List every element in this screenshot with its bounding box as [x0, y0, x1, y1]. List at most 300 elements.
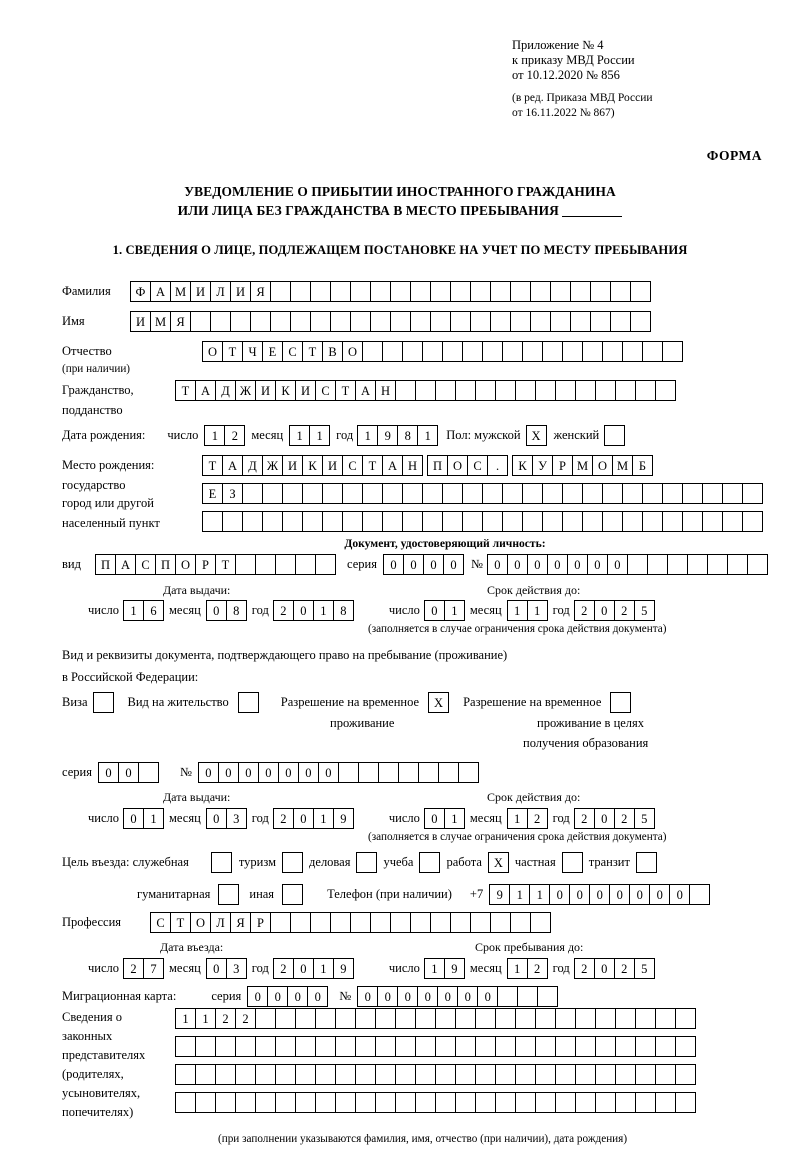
char-cell[interactable] — [590, 281, 611, 302]
char-cell[interactable] — [255, 1092, 276, 1113]
char-cell[interactable] — [355, 1092, 376, 1113]
char-cell[interactable]: Я — [250, 281, 271, 302]
char-cell[interactable] — [235, 1064, 256, 1085]
char-cell[interactable]: Я — [170, 311, 191, 332]
char-cell[interactable] — [510, 912, 531, 933]
char-cell[interactable]: 3 — [226, 808, 247, 829]
char-cell[interactable] — [342, 483, 363, 504]
char-cell[interactable]: С — [315, 380, 336, 401]
char-cell[interactable] — [378, 762, 399, 783]
char-cell[interactable] — [435, 1092, 456, 1113]
char-cell[interactable] — [362, 483, 383, 504]
char-cell[interactable] — [550, 281, 571, 302]
char-cell[interactable] — [630, 281, 651, 302]
char-cell[interactable] — [747, 554, 768, 575]
permit-series-input[interactable] — [98, 762, 158, 783]
char-cell[interactable]: 0 — [477, 986, 498, 1007]
char-cell[interactable]: 0 — [267, 986, 288, 1007]
char-cell[interactable]: . — [487, 455, 508, 476]
char-cell[interactable] — [295, 554, 316, 575]
char-cell[interactable] — [375, 1092, 396, 1113]
char-cell[interactable]: 5 — [634, 958, 655, 979]
char-cell[interactable]: 0 — [287, 986, 308, 1007]
char-cell[interactable] — [322, 483, 343, 504]
char-cell[interactable] — [702, 511, 723, 532]
char-cell[interactable] — [390, 311, 411, 332]
char-cell[interactable]: З — [222, 483, 243, 504]
char-cell[interactable] — [310, 311, 331, 332]
char-cell[interactable]: 2 — [614, 958, 635, 979]
char-cell[interactable] — [422, 341, 443, 362]
char-cell[interactable] — [582, 341, 603, 362]
char-cell[interactable] — [722, 511, 743, 532]
migration-series-input[interactable] — [247, 986, 327, 1007]
char-cell[interactable] — [590, 311, 611, 332]
char-cell[interactable] — [530, 912, 551, 933]
char-cell[interactable] — [322, 511, 343, 532]
char-cell[interactable] — [315, 1092, 336, 1113]
char-cell[interactable] — [435, 1036, 456, 1057]
char-cell[interactable] — [270, 281, 291, 302]
char-cell[interactable] — [470, 912, 491, 933]
char-cell[interactable] — [255, 1008, 276, 1029]
char-cell[interactable] — [350, 281, 371, 302]
char-cell[interactable]: Е — [202, 483, 223, 504]
char-cell[interactable] — [370, 281, 391, 302]
char-cell[interactable]: 2 — [614, 808, 635, 829]
char-cell[interactable]: О — [592, 455, 613, 476]
char-cell[interactable] — [202, 511, 223, 532]
char-cell[interactable]: 9 — [377, 425, 398, 446]
char-cell[interactable] — [262, 483, 283, 504]
char-cell[interactable] — [395, 1008, 416, 1029]
char-cell[interactable]: 0 — [457, 986, 478, 1007]
char-cell[interactable]: 0 — [487, 554, 508, 575]
char-cell[interactable]: 0 — [443, 554, 464, 575]
char-cell[interactable]: 0 — [383, 554, 404, 575]
char-cell[interactable]: Ж — [262, 455, 283, 476]
char-cell[interactable]: 0 — [424, 808, 445, 829]
char-cell[interactable] — [295, 1092, 316, 1113]
char-cell[interactable]: 1 — [313, 958, 334, 979]
legal-rep-input-line-4[interactable] — [175, 1092, 695, 1113]
char-cell[interactable] — [195, 1036, 216, 1057]
char-cell[interactable] — [435, 1008, 456, 1029]
char-cell[interactable] — [450, 281, 471, 302]
permit-issue-month-input[interactable] — [206, 808, 246, 829]
char-cell[interactable]: 1 — [143, 808, 164, 829]
char-cell[interactable] — [338, 762, 359, 783]
char-cell[interactable]: 0 — [569, 884, 590, 905]
char-cell[interactable] — [570, 281, 591, 302]
char-cell[interactable]: 0 — [293, 958, 314, 979]
char-cell[interactable]: 8 — [226, 600, 247, 621]
char-cell[interactable]: 0 — [589, 884, 610, 905]
permit-valid-month-input[interactable] — [507, 808, 547, 829]
char-cell[interactable] — [255, 554, 276, 575]
patronymic-input[interactable] — [202, 341, 682, 362]
char-cell[interactable]: О — [342, 341, 363, 362]
char-cell[interactable] — [370, 311, 391, 332]
char-cell[interactable] — [575, 1036, 596, 1057]
char-cell[interactable]: Т — [202, 455, 223, 476]
char-cell[interactable] — [682, 511, 703, 532]
char-cell[interactable] — [455, 1008, 476, 1029]
char-cell[interactable] — [275, 1008, 296, 1029]
char-cell[interactable] — [215, 1092, 236, 1113]
char-cell[interactable] — [642, 483, 663, 504]
char-cell[interactable]: С — [282, 341, 303, 362]
char-cell[interactable]: 0 — [594, 600, 615, 621]
char-cell[interactable] — [430, 912, 451, 933]
char-cell[interactable] — [222, 511, 243, 532]
char-cell[interactable] — [675, 1036, 696, 1057]
char-cell[interactable]: 1 — [204, 425, 225, 446]
char-cell[interactable] — [335, 1036, 356, 1057]
char-cell[interactable] — [330, 311, 351, 332]
doc-issue-year-input[interactable] — [273, 600, 353, 621]
birth-year-input[interactable] — [357, 425, 437, 446]
char-cell[interactable]: И — [190, 281, 211, 302]
char-cell[interactable]: М — [150, 311, 171, 332]
char-cell[interactable] — [727, 554, 748, 575]
char-cell[interactable] — [655, 1064, 676, 1085]
char-cell[interactable] — [722, 483, 743, 504]
char-cell[interactable]: 0 — [258, 762, 279, 783]
char-cell[interactable]: 2 — [123, 958, 144, 979]
char-cell[interactable] — [435, 1064, 456, 1085]
char-cell[interactable]: Ж — [235, 380, 256, 401]
char-cell[interactable] — [295, 1008, 316, 1029]
char-cell[interactable] — [535, 1008, 556, 1029]
char-cell[interactable] — [537, 986, 558, 1007]
char-cell[interactable] — [215, 1036, 236, 1057]
char-cell[interactable]: 9 — [444, 958, 465, 979]
char-cell[interactable]: 0 — [198, 762, 219, 783]
legal-rep-input-line-1[interactable] — [175, 1008, 695, 1029]
char-cell[interactable] — [335, 1008, 356, 1029]
char-cell[interactable]: А — [355, 380, 376, 401]
char-cell[interactable]: О — [447, 455, 468, 476]
char-cell[interactable] — [675, 1064, 696, 1085]
char-cell[interactable] — [375, 1064, 396, 1085]
char-cell[interactable]: 2 — [574, 808, 595, 829]
char-cell[interactable] — [595, 1064, 616, 1085]
char-cell[interactable] — [215, 1064, 236, 1085]
char-cell[interactable] — [415, 380, 436, 401]
char-cell[interactable] — [422, 511, 443, 532]
char-cell[interactable]: 0 — [437, 986, 458, 1007]
char-cell[interactable] — [390, 912, 411, 933]
char-cell[interactable]: Т — [335, 380, 356, 401]
char-cell[interactable]: М — [612, 455, 633, 476]
char-cell[interactable]: 0 — [206, 808, 227, 829]
char-cell[interactable] — [358, 762, 379, 783]
char-cell[interactable] — [495, 1008, 516, 1029]
char-cell[interactable] — [497, 986, 518, 1007]
char-cell[interactable] — [495, 1036, 516, 1057]
char-cell[interactable]: 1 — [123, 600, 144, 621]
permit-issue-day-input[interactable] — [123, 808, 163, 829]
char-cell[interactable] — [375, 1008, 396, 1029]
char-cell[interactable]: 0 — [278, 762, 299, 783]
char-cell[interactable]: 2 — [273, 600, 294, 621]
char-cell[interactable] — [310, 912, 331, 933]
char-cell[interactable]: 0 — [424, 600, 445, 621]
purpose-business-checkbox[interactable] — [356, 852, 377, 873]
char-cell[interactable] — [682, 483, 703, 504]
char-cell[interactable] — [275, 554, 296, 575]
char-cell[interactable] — [515, 1008, 536, 1029]
char-cell[interactable] — [562, 341, 583, 362]
char-cell[interactable] — [522, 483, 543, 504]
doc-valid-year-input[interactable] — [574, 600, 654, 621]
char-cell[interactable]: 8 — [333, 600, 354, 621]
char-cell[interactable]: Т — [170, 912, 191, 933]
char-cell[interactable]: Л — [210, 912, 231, 933]
char-cell[interactable]: 9 — [333, 808, 354, 829]
purpose-transit-checkbox[interactable] — [636, 852, 657, 873]
char-cell[interactable]: 2 — [574, 958, 595, 979]
char-cell[interactable]: 2 — [614, 600, 635, 621]
char-cell[interactable]: 0 — [423, 554, 444, 575]
char-cell[interactable]: Т — [215, 554, 236, 575]
char-cell[interactable] — [490, 912, 511, 933]
char-cell[interactable] — [522, 511, 543, 532]
char-cell[interactable] — [635, 380, 656, 401]
char-cell[interactable] — [707, 554, 728, 575]
char-cell[interactable] — [662, 483, 683, 504]
char-cell[interactable] — [610, 281, 631, 302]
char-cell[interactable] — [295, 1036, 316, 1057]
char-cell[interactable]: 1 — [507, 808, 528, 829]
char-cell[interactable]: 0 — [609, 884, 630, 905]
char-cell[interactable] — [402, 483, 423, 504]
char-cell[interactable] — [290, 281, 311, 302]
char-cell[interactable] — [355, 1036, 376, 1057]
char-cell[interactable] — [510, 281, 531, 302]
char-cell[interactable] — [462, 341, 483, 362]
char-cell[interactable] — [490, 311, 511, 332]
char-cell[interactable] — [395, 1092, 416, 1113]
char-cell[interactable] — [482, 341, 503, 362]
char-cell[interactable] — [415, 1008, 436, 1029]
char-cell[interactable] — [535, 1064, 556, 1085]
doc-number-input[interactable] — [487, 554, 767, 575]
char-cell[interactable]: 5 — [634, 600, 655, 621]
char-cell[interactable] — [655, 1008, 676, 1029]
char-cell[interactable] — [530, 311, 551, 332]
char-cell[interactable] — [418, 762, 439, 783]
char-cell[interactable]: Л — [210, 281, 231, 302]
char-cell[interactable]: 0 — [118, 762, 139, 783]
char-cell[interactable] — [415, 1064, 436, 1085]
char-cell[interactable]: 1 — [444, 600, 465, 621]
char-cell[interactable] — [515, 1092, 536, 1113]
char-cell[interactable] — [742, 483, 763, 504]
char-cell[interactable]: 0 — [293, 808, 314, 829]
purpose-humanitarian-checkbox[interactable] — [218, 884, 239, 905]
sex-female-checkbox[interactable] — [604, 425, 625, 446]
char-cell[interactable]: Д — [215, 380, 236, 401]
char-cell[interactable] — [542, 341, 563, 362]
char-cell[interactable] — [430, 281, 451, 302]
char-cell[interactable]: 0 — [293, 600, 314, 621]
char-cell[interactable] — [595, 380, 616, 401]
char-cell[interactable] — [270, 912, 291, 933]
char-cell[interactable]: 8 — [397, 425, 418, 446]
char-cell[interactable] — [742, 511, 763, 532]
entry-day-input[interactable] — [123, 958, 163, 979]
char-cell[interactable] — [398, 762, 419, 783]
char-cell[interactable] — [210, 311, 231, 332]
char-cell[interactable] — [295, 1064, 316, 1085]
char-cell[interactable] — [390, 281, 411, 302]
char-cell[interactable]: 2 — [574, 600, 595, 621]
char-cell[interactable] — [475, 1064, 496, 1085]
doc-series-input[interactable] — [383, 554, 463, 575]
citizenship-input[interactable] — [175, 380, 675, 401]
char-cell[interactable]: 0 — [629, 884, 650, 905]
char-cell[interactable]: 2 — [527, 808, 548, 829]
char-cell[interactable] — [622, 341, 643, 362]
char-cell[interactable] — [335, 1064, 356, 1085]
stay-year-input[interactable] — [574, 958, 654, 979]
char-cell[interactable]: 0 — [507, 554, 528, 575]
char-cell[interactable] — [395, 1064, 416, 1085]
char-cell[interactable]: Р — [195, 554, 216, 575]
char-cell[interactable]: П — [95, 554, 116, 575]
char-cell[interactable] — [190, 311, 211, 332]
char-cell[interactable]: Т — [362, 455, 383, 476]
char-cell[interactable] — [635, 1008, 656, 1029]
char-cell[interactable] — [395, 1036, 416, 1057]
char-cell[interactable] — [475, 1036, 496, 1057]
doc-valid-month-input[interactable] — [507, 600, 547, 621]
char-cell[interactable] — [138, 762, 159, 783]
entry-month-input[interactable] — [206, 958, 246, 979]
char-cell[interactable] — [622, 511, 643, 532]
char-cell[interactable]: 0 — [594, 958, 615, 979]
char-cell[interactable] — [270, 311, 291, 332]
purpose-other-checkbox[interactable] — [282, 884, 303, 905]
char-cell[interactable] — [495, 380, 516, 401]
char-cell[interactable] — [458, 762, 479, 783]
char-cell[interactable] — [275, 1092, 296, 1113]
char-cell[interactable]: К — [302, 455, 323, 476]
doc-issue-day-input[interactable] — [123, 600, 163, 621]
char-cell[interactable] — [582, 483, 603, 504]
char-cell[interactable] — [402, 341, 423, 362]
char-cell[interactable]: Т — [302, 341, 323, 362]
char-cell[interactable] — [555, 1092, 576, 1113]
char-cell[interactable] — [630, 311, 651, 332]
char-cell[interactable] — [442, 483, 463, 504]
char-cell[interactable]: Ф — [130, 281, 151, 302]
char-cell[interactable]: 0 — [669, 884, 690, 905]
char-cell[interactable] — [635, 1092, 656, 1113]
char-cell[interactable] — [438, 762, 459, 783]
char-cell[interactable] — [655, 1092, 676, 1113]
char-cell[interactable]: 2 — [527, 958, 548, 979]
char-cell[interactable] — [335, 1092, 356, 1113]
doc-valid-day-input[interactable] — [424, 600, 464, 621]
char-cell[interactable]: 1 — [507, 600, 528, 621]
char-cell[interactable] — [662, 341, 683, 362]
char-cell[interactable]: С — [467, 455, 488, 476]
char-cell[interactable] — [595, 1092, 616, 1113]
char-cell[interactable]: 1 — [313, 808, 334, 829]
char-cell[interactable] — [655, 1036, 676, 1057]
char-cell[interactable] — [442, 341, 463, 362]
char-cell[interactable] — [315, 1036, 336, 1057]
char-cell[interactable] — [562, 483, 583, 504]
doc-issue-month-input[interactable] — [206, 600, 246, 621]
char-cell[interactable]: 7 — [143, 958, 164, 979]
permit-valid-day-input[interactable] — [424, 808, 464, 829]
char-cell[interactable]: 0 — [567, 554, 588, 575]
char-cell[interactable]: 0 — [357, 986, 378, 1007]
char-cell[interactable] — [382, 511, 403, 532]
char-cell[interactable] — [195, 1064, 216, 1085]
char-cell[interactable] — [250, 311, 271, 332]
sex-male-checkbox[interactable]: X — [526, 425, 547, 446]
char-cell[interactable] — [555, 1036, 576, 1057]
char-cell[interactable] — [475, 1008, 496, 1029]
purpose-private-checkbox[interactable] — [562, 852, 583, 873]
purpose-tourism-checkbox[interactable] — [282, 852, 303, 873]
char-cell[interactable] — [615, 380, 636, 401]
char-cell[interactable]: Б — [632, 455, 653, 476]
char-cell[interactable]: Р — [552, 455, 573, 476]
char-cell[interactable] — [575, 1008, 596, 1029]
char-cell[interactable] — [495, 1064, 516, 1085]
char-cell[interactable]: Ч — [242, 341, 263, 362]
char-cell[interactable] — [635, 1036, 656, 1057]
char-cell[interactable]: 0 — [298, 762, 319, 783]
purpose-service-checkbox[interactable] — [211, 852, 232, 873]
char-cell[interactable] — [395, 380, 416, 401]
char-cell[interactable]: С — [135, 554, 156, 575]
char-cell[interactable]: Н — [402, 455, 423, 476]
char-cell[interactable]: 5 — [634, 808, 655, 829]
char-cell[interactable] — [362, 511, 383, 532]
char-cell[interactable]: 0 — [123, 808, 144, 829]
char-cell[interactable] — [610, 311, 631, 332]
char-cell[interactable]: 0 — [397, 986, 418, 1007]
char-cell[interactable]: 1 — [313, 600, 334, 621]
char-cell[interactable] — [362, 341, 383, 362]
char-cell[interactable] — [515, 1036, 536, 1057]
char-cell[interactable] — [575, 1064, 596, 1085]
char-cell[interactable] — [450, 912, 471, 933]
char-cell[interactable]: 0 — [318, 762, 339, 783]
char-cell[interactable]: 0 — [377, 986, 398, 1007]
char-cell[interactable] — [262, 511, 283, 532]
char-cell[interactable]: Р — [250, 912, 271, 933]
char-cell[interactable] — [535, 380, 556, 401]
char-cell[interactable]: 1 — [309, 425, 330, 446]
char-cell[interactable] — [575, 380, 596, 401]
stay-day-input[interactable] — [424, 958, 464, 979]
birthplace-input-line-1[interactable] — [202, 455, 652, 476]
char-cell[interactable]: С — [342, 455, 363, 476]
permit-issue-year-input[interactable] — [273, 808, 353, 829]
char-cell[interactable]: 1 — [507, 958, 528, 979]
char-cell[interactable]: А — [382, 455, 403, 476]
char-cell[interactable] — [627, 554, 648, 575]
char-cell[interactable] — [342, 511, 363, 532]
